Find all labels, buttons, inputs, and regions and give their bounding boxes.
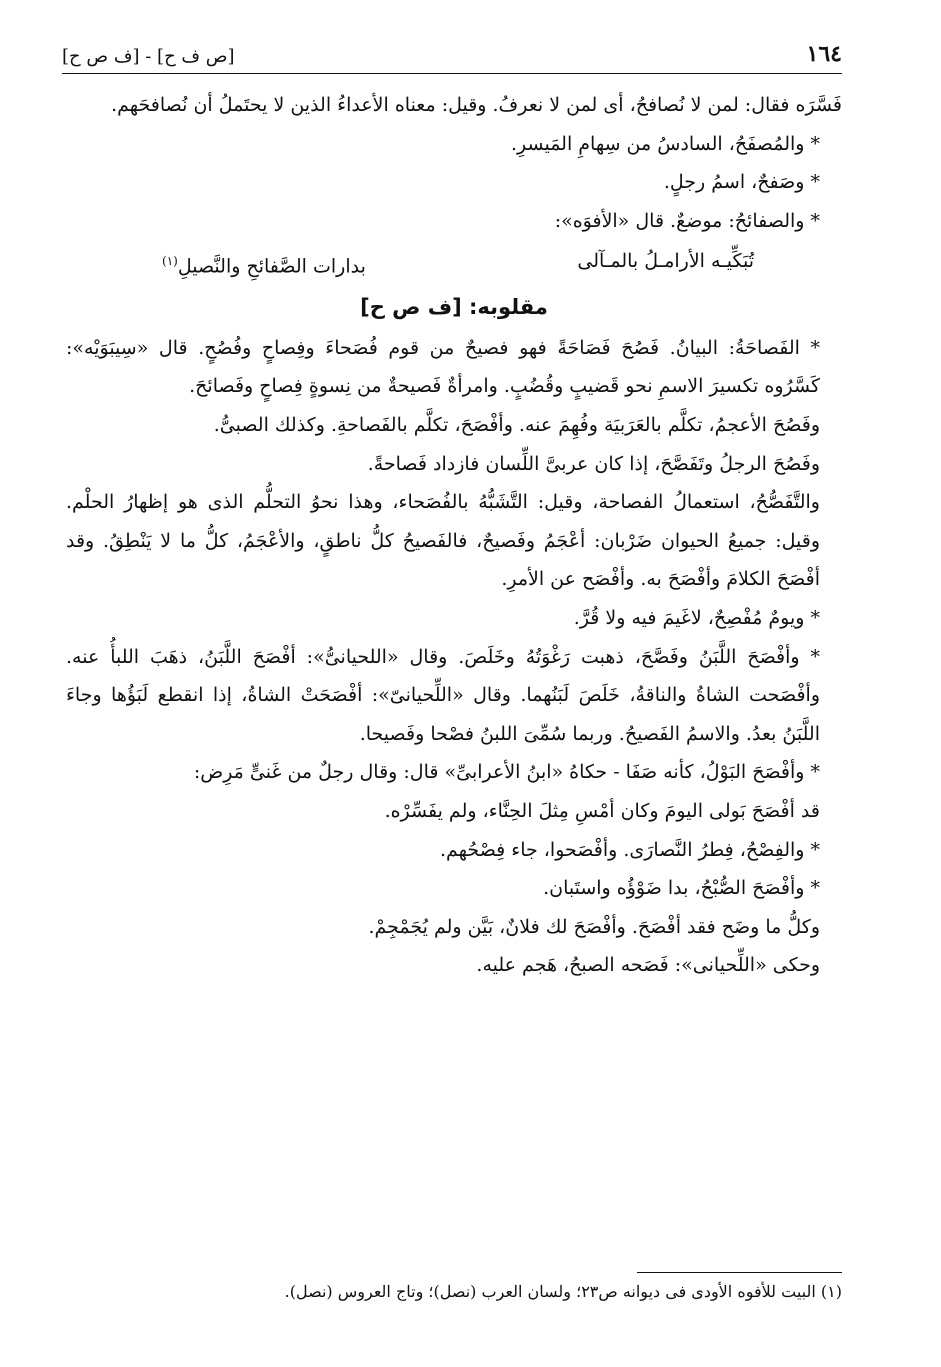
paragraph: * ويومٌ مُفْصِحٌ، لاغَيمَ فيه ولا قُرَّ. (573, 607, 820, 630)
section-title: مقلوبه: [ف ص ح] (360, 295, 548, 320)
paragraph: * وأفْصَحَ البَوْلُ، كأنه صَفَا - حكاهُ «ابنُ الأعرابىِّ» قال: وقال رجلٌ من غَنىٍّ مَرِض: (193, 761, 820, 784)
verse-second-hemistich (162, 242, 366, 286)
paragraph: * والصفائحُ: موضعٌ. قال «الأفوَه»: (554, 209, 820, 232)
paragraph: * وصَفحٌ، اسمُ رجلٍ. (663, 171, 820, 194)
paragraph: * الفَصاحَةُ: البيانُ. فَصُحَ فَصَاحَةً فهو فصيحٌ من قوم فُصَحاءَ وفِصاحٍ وفُصُحٍ. قال «سِيبَوَيْه»: كَسَّرُوه تكسيرَ الاسمِ نحو قَضيبٍ وقُضُبٍ. وامرأةٌ فَصيحةٌ من نِسوةٍ فِصاحٍ وفَصائحَ. (66, 336, 820, 398)
paragraph: وفَصُحَ الأعجمُ، تكلَّم بالعَرَبيَة وفُهِمَ عنه. وأفْصَحَ، تكلَّم بالفَصاحةِ. وكذلك الصبىُّ. (213, 414, 820, 437)
footnote-marker: (١) (162, 254, 178, 269)
footnote-divider (637, 1272, 842, 1273)
paragraph: والتَّفَصُّحُ، استعمالُ الفصاحة، وقيل: التَّشَبُّهُ بالفُصَحاء، وهذا نحوُ التحلُّم الذى هو إظهارُ الحلْم. وقيل: جميعُ الحيوان ضَرْبان: أعْجَمُ وفَصيحٌ، فالفَصيحُ كلُّ ناطقٍ، والأعْجَمُ، كلُّ ما لا يَنْطِقُ. وقد أفْصَحَ الكلامَ وأفْصَحَ به. وأفْصَح عن الأمرِ. (66, 491, 820, 591)
verse-first-hemistich: تُبَكِّيـه الأرامـلُ بالمـآلى (577, 250, 754, 273)
paragraph: وحكى «اللِّحيانى»: فَصَحه الصبحُ، هَجم عليه. (476, 954, 820, 977)
footnote: (١) البيت للأفوه الأودى فى ديوانه ص٢٣؛ ولسان العرب (نصل)؛ وتاج العروس (نصل). (284, 1282, 842, 1301)
paragraph: فَسَّرَه فقال: لمن لا نُصافحُ، أى لمن لا نعرفُ. وقيل: معناه الأعداءُ الذين لا يحتَملُ أن نُصافحَهم. (111, 94, 842, 116)
paragraph: قد أفْصَحَ بَولى اليومَ وكان أمْسِ مِثلَ الحِنَّاء، ولم يفَسِّرْه. (384, 800, 820, 823)
poem-verse (66, 242, 842, 286)
paragraph: وفَصُحَ الرجلُ وتَفَصَّحَ، إذا كان عربىَّ اللِّسان فازداد فَصاحةً. (367, 452, 820, 475)
verse-second-text: بدارات الصَّفائحِ والنَّصيلِ (177, 255, 366, 278)
paragraph: وكلُّ ما وضَح فقد أفْصَحَ. وأفْصَحَ لك فلانٌ، بَيَّن ولم يُجَمْجِمْ. (368, 915, 820, 938)
paragraph: * وأفْصَحَ اللَّبَنُ وفَصَّحَ، ذهبت رَغْوَتُهُ وخَلَصَ. وقال «اللحيانىُّ»: أفْصَحَ اللَّبَنُ، ذهَبَ اللبأُ عنه. وأفْصَحت الشاةُ والناقةُ، خَلَصَ لَبَنُهما. وقال «اللِّحيانىّ»: أفْصَحَتْ الشاةُ، إذا انقطع لَبَؤُها وجاءَ اللَّبَنُ بعدُ. والاسمُ الفَصيحُ. وربما سُمِّىَ اللبنُ فصْحا وفَصيحا. (66, 645, 820, 745)
page-body (66, 86, 842, 985)
running-head: [ص ف ح] - [ف ص ح] (62, 46, 235, 67)
paragraph: * والمُصفَحُ، السادسُ من سِهامِ المَيسرِ. (510, 132, 820, 155)
page-number: ١٦٤ (806, 41, 842, 67)
paragraph: * وأفْصَحَ الصُّبْحُ، بدا ضَوْؤُه واستَبان. (543, 877, 820, 900)
page-header (62, 28, 842, 74)
paragraph: * والفِصْحُ، فِطرُ النَّصارَى. وأفْصَحوا، جاء فِصْحُهم. (439, 838, 820, 861)
